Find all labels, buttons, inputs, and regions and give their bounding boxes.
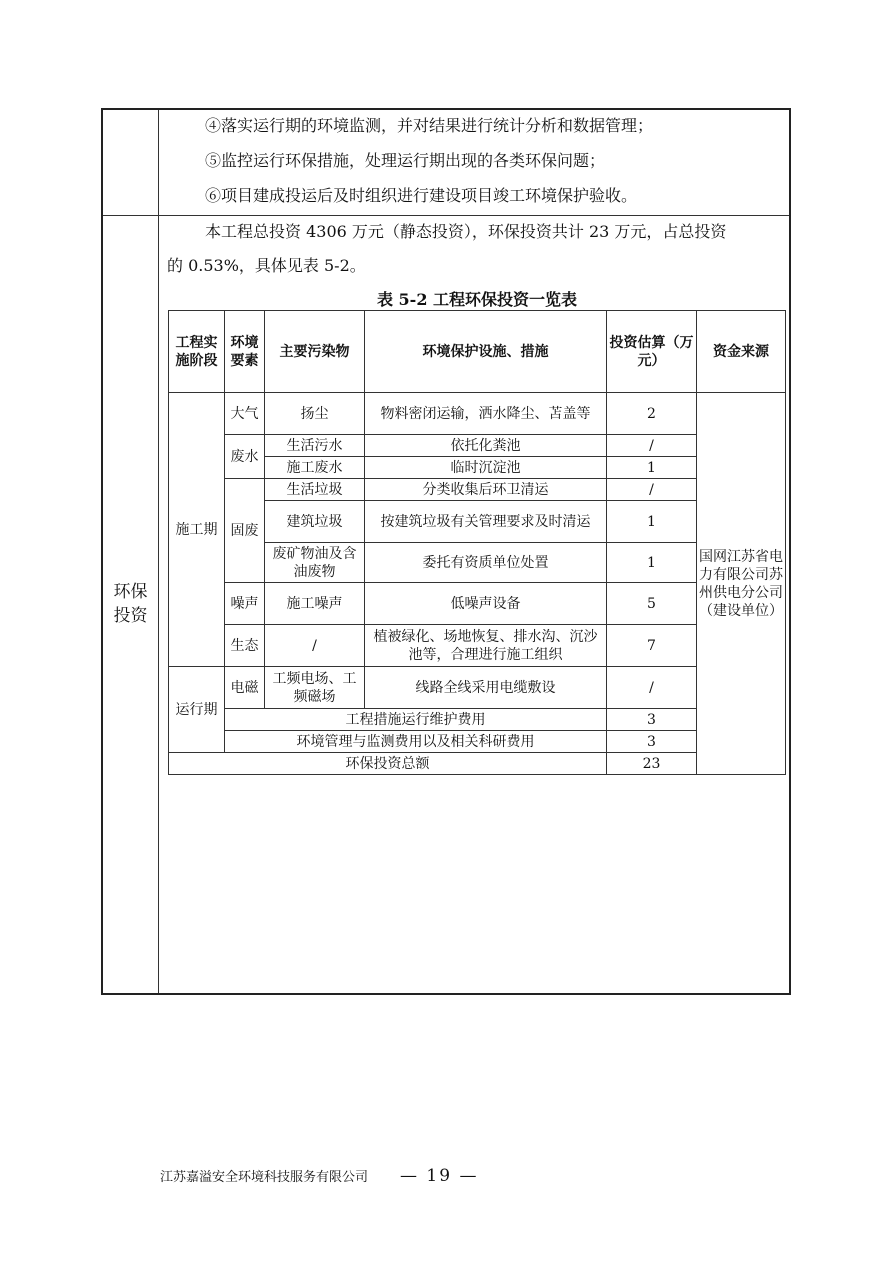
page-number: — 19 — [400,1166,479,1186]
row-pollutant: 废矿物油及含油废物 [265,543,365,583]
op-monitoring-label: 环境管理与监测费用以及相关科研费用 [225,731,607,753]
stage-operation: 运行期 [169,667,225,753]
table-row [169,667,786,709]
row-pollutant: 扬尘 [265,393,365,435]
row-measure: 委托有资质单位处置 [365,543,607,583]
header-estimate: 投资估算（万元） [607,311,697,393]
element-noise: 噪声 [225,583,265,625]
row-pollutant: 工频电场、工频磁场 [265,667,365,709]
row-measure: 按建筑垃圾有关管理要求及时清运 [365,501,607,543]
op-maintenance-cost: 3 [607,709,697,731]
total-cost: 23 [607,753,697,775]
op-monitoring-cost: 3 [607,731,697,753]
header-element: 环境要素 [225,311,265,393]
paragraph-line-1: 本工程总投资 4306 万元（静态投资），环保投资共计 23 万元，占总投资 [205,222,727,241]
investment-table [168,310,786,775]
table-caption: 表 5-2 工程环保投资一览表 [376,290,578,309]
fund-source: 国网江苏省电力有限公司苏州供电分公司（建设单位） [697,393,786,775]
table-total-row [169,753,786,775]
list-item-6: ⑥项目建成投运后及时组织进行建设项目竣工环境保护验收。 [205,186,638,205]
row-cost: 5 [607,583,697,625]
row-pollutant: 施工废水 [265,457,365,479]
side-label-line-2: 投资 [113,606,148,626]
total-label: 环保投资总额 [169,753,607,775]
row-measure: 分类收集后环卫清运 [365,479,607,501]
table-row [169,709,786,731]
op-maintenance-label: 工程措施运行维护费用 [225,709,607,731]
header-stage: 工程实施阶段 [169,311,225,393]
side-label [103,580,158,628]
row-cost: 1 [607,543,697,583]
element-eco: 生态 [225,625,265,667]
row-measure: 植被绿化、场地恢复、排水沟、沉沙池等，合理进行施工组织 [365,625,607,667]
paragraph-line-2: 的 0.53%，具体见表 5-2。 [167,256,366,275]
content-frame [101,108,791,995]
table-header-row [169,311,786,393]
row-pollutant: 生活垃圾 [265,479,365,501]
table-row [169,731,786,753]
header-pollutant: 主要污染物 [265,311,365,393]
row-measure: 临时沉淀池 [365,457,607,479]
row-divider [103,215,789,216]
element-solid: 固废 [225,479,265,583]
element-water: 废水 [225,435,265,479]
row-cost: 2 [607,393,697,435]
table-row [169,393,786,435]
list-item-5: ⑤监控运行环保措施，处理运行期出现的各类环保问题； [205,151,606,170]
row-measure: 低噪声设备 [365,583,607,625]
element-air: 大气 [225,393,265,435]
row-measure: 物料密闭运输，洒水降尘、苫盖等 [365,393,607,435]
row-cost: 1 [607,501,697,543]
row-cost: / [607,479,697,501]
stage-construction: 施工期 [169,393,225,667]
row-cost: / [607,435,697,457]
table-row [169,583,786,625]
side-label-line-1: 环保 [113,582,148,602]
row-cost: 1 [607,457,697,479]
row-cost: 7 [607,625,697,667]
row-pollutant: 建筑垃圾 [265,501,365,543]
row-measure: 线路全线采用电缆敷设 [365,667,607,709]
column-divider [158,110,159,993]
element-em: 电磁 [225,667,265,709]
row-pollutant: / [265,625,365,667]
row-pollutant: 施工噪声 [265,583,365,625]
footer-company: 江苏嘉溢安全环境科技服务有限公司 [160,1170,369,1185]
table-row [169,625,786,667]
list-item-4: ④落实运行期的环境监测，并对结果进行统计分析和数据管理； [205,116,654,135]
table-row [169,435,786,457]
row-measure: 依托化粪池 [365,435,607,457]
row-cost: / [607,667,697,709]
table-row [169,479,786,501]
row-pollutant: 生活污水 [265,435,365,457]
header-measure: 环境保护设施、措施 [365,311,607,393]
header-source: 资金来源 [697,311,786,393]
